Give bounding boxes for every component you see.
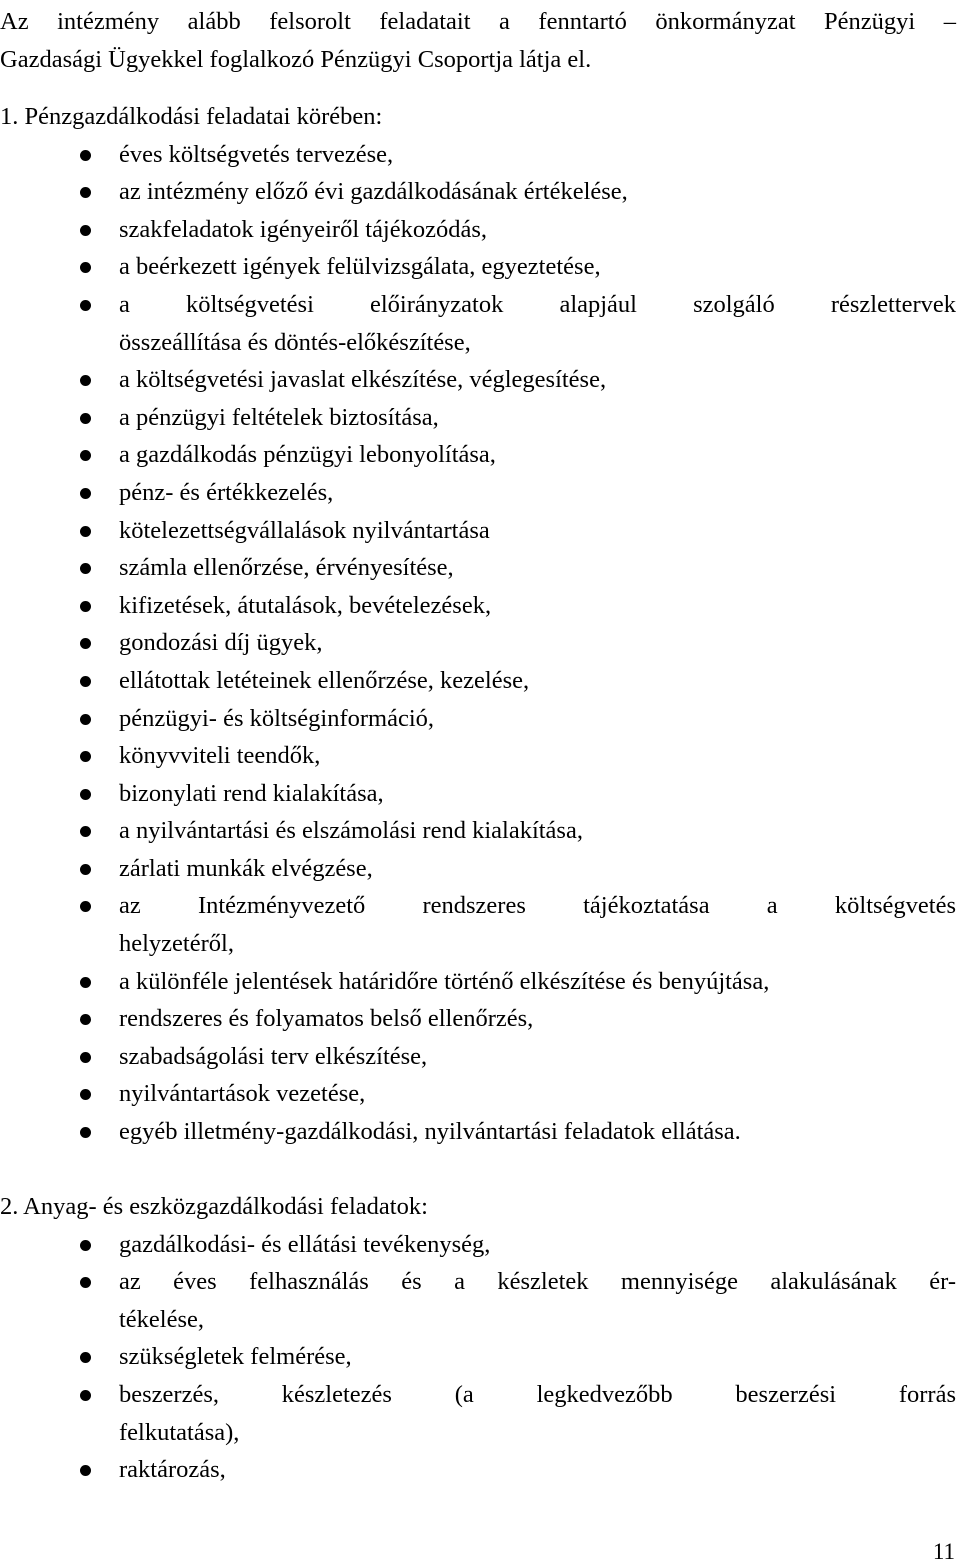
list-item — [0, 1075, 956, 1113]
list-item-text: az intézmény előző évi gazdálkodásának értékelése, — [119, 178, 628, 206]
bullet-icon — [80, 1352, 91, 1363]
list-item — [0, 700, 956, 738]
list-item-text: összeállítása és döntés-előkészítése, — [119, 328, 471, 356]
bullet-icon — [80, 225, 91, 236]
bullet-icon — [80, 413, 91, 424]
list-item-text: rendszeres és folyamatos belső ellenőrzés, — [119, 1005, 534, 1033]
list-item — [0, 1113, 956, 1151]
list-item-text: felkutatása), — [119, 1418, 240, 1446]
intro-paragraph — [0, 3, 956, 78]
list-item-text: gazdálkodási- és ellátási tevékenység, — [119, 1230, 491, 1258]
list-item — [0, 775, 956, 813]
bullet-icon — [80, 1390, 91, 1401]
bullet-icon — [80, 1277, 91, 1288]
bullet-icon — [80, 375, 91, 386]
list-item-text: zárlati munkák elvégzése, — [119, 854, 373, 882]
section-title: 1. Pénzgazdálkodási feladatai körében: — [0, 103, 383, 130]
bullet-icon — [80, 563, 91, 574]
list-item — [0, 963, 956, 1001]
list-item-text: kifizetések, átutalások, bevételezések, — [119, 591, 492, 619]
bullet-icon — [80, 262, 91, 273]
list-item-text: a beérkezett igények felülvizsgálata, egyeztetése, — [119, 253, 601, 281]
bullet-icon — [80, 150, 91, 161]
list-item — [0, 211, 956, 249]
list-item — [0, 512, 956, 550]
list-item-text: könyvviteli teendők, — [119, 742, 321, 770]
bullet-list — [0, 1226, 956, 1489]
list-item-text: szakfeladatok igényeiről tájékozódás, — [119, 215, 488, 243]
bullet-icon — [80, 901, 91, 912]
bullet-icon — [80, 789, 91, 800]
section-title: 2. Anyag- és eszközgazdálkodási feladatok: — [0, 1193, 428, 1220]
list-item-text: éves költségvetés tervezése, — [119, 140, 394, 168]
list-item-text: szükségletek felmérése, — [119, 1343, 352, 1371]
bullet-list — [0, 136, 956, 1151]
list-item-text: bizonylati rend kialakítása, — [119, 779, 384, 807]
list-item-text: a költségvetési előirányzatok alapjául szolgáló részlettervek — [119, 290, 956, 318]
bullet-icon — [80, 864, 91, 875]
list-item — [0, 1376, 956, 1451]
intro-line-1: Az intézmény alább felsorolt feladatait a fenntartó önkormányzat Pénzügyi – — [0, 8, 956, 35]
bullet-icon — [80, 526, 91, 537]
list-item-text: a gazdálkodás pénzügyi lebonyolítása, — [119, 441, 496, 469]
bullet-icon — [80, 676, 91, 687]
list-item — [0, 1000, 956, 1038]
bullet-icon — [80, 1089, 91, 1100]
list-item — [0, 549, 956, 587]
list-item — [0, 136, 956, 174]
bullet-icon — [80, 187, 91, 198]
bullet-icon — [80, 1465, 91, 1476]
list-item-text: beszerzés, készletezés (a legkedvezőbb beszerzési forrás — [119, 1380, 956, 1408]
list-item — [0, 1338, 956, 1376]
list-item — [0, 436, 956, 474]
bullet-icon — [80, 1127, 91, 1138]
list-item — [0, 850, 956, 888]
list-item-text: nyilvántartások vezetése, — [119, 1080, 366, 1108]
list-item — [0, 399, 956, 437]
list-item — [0, 624, 956, 662]
list-item — [0, 587, 956, 625]
list-item-text: raktározás, — [119, 1456, 226, 1484]
list-item — [0, 812, 956, 850]
bullet-icon — [80, 450, 91, 461]
list-item — [0, 662, 956, 700]
list-item — [0, 1263, 956, 1338]
list-item — [0, 1451, 956, 1489]
bullet-icon — [80, 1052, 91, 1063]
list-item — [0, 1038, 956, 1076]
bullet-icon — [80, 601, 91, 612]
list-item — [0, 361, 956, 399]
list-item — [0, 1226, 956, 1264]
list-item-text: számla ellenőrzése, érvényesítése, — [119, 554, 454, 582]
section-penzgazdalkodas — [0, 98, 956, 1151]
list-item — [0, 737, 956, 775]
list-item-text: pénz- és értékkezelés, — [119, 478, 334, 506]
list-item-text: pénzügyi- és költséginformáció, — [119, 704, 435, 732]
list-item-text: ellátottak letéteinek ellenőrzése, kezelése, — [119, 666, 530, 694]
bullet-icon — [80, 751, 91, 762]
list-item-text: az éves felhasználás és a készletek mennyisége alakulásának ér- — [119, 1268, 956, 1296]
list-item-text: a költségvetési javaslat elkészítése, véglegesítése, — [119, 366, 607, 394]
list-item-text: az Intézményvezető rendszeres tájékoztatása a költségvetés — [119, 892, 956, 920]
bullet-icon — [80, 1014, 91, 1025]
bullet-icon — [80, 300, 91, 311]
list-item-text: gondozási díj ügyek, — [119, 629, 323, 657]
list-item-text: a különféle jelentések határidőre történő elkészítése és benyújtása, — [119, 967, 770, 995]
list-item — [0, 248, 956, 286]
list-item — [0, 887, 956, 962]
list-item — [0, 173, 956, 211]
list-item-text: kötelezettségvállalások nyilvántartása — [119, 516, 490, 544]
page-number: 11 — [932, 1539, 955, 1564]
list-item-text: a nyilvántartási és elszámolási rend kialakítása, — [119, 817, 583, 845]
bullet-icon — [80, 714, 91, 725]
bullet-icon — [80, 977, 91, 988]
list-item — [0, 286, 956, 361]
bullet-icon — [80, 638, 91, 649]
list-item — [0, 474, 956, 512]
bullet-icon — [80, 826, 91, 837]
bullet-icon — [80, 1240, 91, 1251]
list-item-text: szabadságolási terv elkészítése, — [119, 1042, 428, 1070]
list-item-text: tékelése, — [119, 1305, 205, 1333]
list-item-text: helyzetéről, — [119, 930, 234, 958]
intro-line-2: Gazdasági Ügyekkel foglalkozó Pénzügyi Csoportja látja el. — [0, 45, 592, 73]
bullet-icon — [80, 488, 91, 499]
list-item-text: a pénzügyi feltételek biztosítása, — [119, 403, 439, 431]
section-anyag-eszkozgazdalkodas — [0, 1188, 956, 1489]
list-item-text: egyéb illetmény-gazdálkodási, nyilvántartási feladatok ellátása. — [119, 1118, 741, 1146]
